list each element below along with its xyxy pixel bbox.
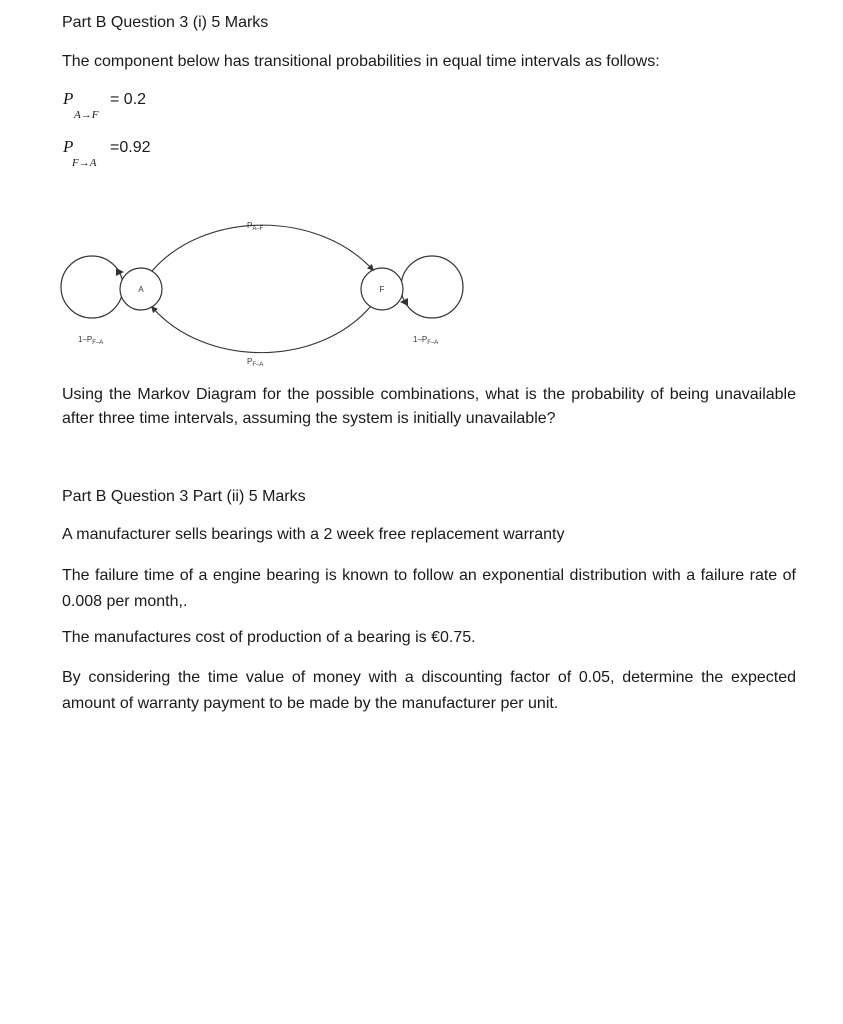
label-loop-f: $1-P_{F-A}$ [413, 335, 439, 346]
prob-fa-symbol: P [63, 137, 74, 156]
intro-text: The component below has transitional probabilities in equal time intervals as follows: [62, 53, 660, 70]
prob-af-subscript: A→F [74, 109, 99, 121]
label-loop-a: $1-P_{F-A}$ [78, 335, 104, 346]
self-loop-a [61, 256, 123, 318]
cost-text: The manufactures cost of production of a bearing is €0.75. [62, 629, 476, 646]
transition-f-to-a [152, 306, 371, 353]
failure-rate-text: The failure time of a engine bearing is known to follow an exponential distribution with a failure rate of 0.008 per month,. [62, 567, 796, 610]
state-a-label: A [138, 285, 144, 294]
question-heading-ii: Part B Question 3 Part (ii) 5 Marks [62, 488, 306, 505]
discount-question-text: By considering the time value of money with a discounting factor of 0.05, determine the expected amount of warranty payment to be made by the manufacturer per unit. [62, 669, 796, 712]
self-loop-f [401, 256, 463, 318]
warranty-text: A manufacturer sells bearings with a 2 week free replacement warranty [62, 526, 565, 543]
state-f-label: F [379, 285, 385, 294]
question-text-i: Using the Markov Diagram for the possible combinations, what is the probability of being unavailable after three time intervals, assuming the system is initially unavailable? [62, 386, 796, 427]
label-p-af: $P_{A-F}$ [247, 221, 264, 232]
label-p-fa: $P_{F-A}$ [247, 357, 264, 368]
prob-fa-subscript: F→A [72, 157, 97, 169]
transition-a-to-f [152, 225, 373, 271]
prob-af-value: = 0.2 [110, 91, 147, 108]
markov-diagram [0, 0, 843, 380]
prob-fa-value: =0.92 [110, 139, 151, 156]
question-heading-i: Part B Question 3 (i) 5 Marks [62, 14, 269, 31]
prob-af-symbol: P [63, 89, 74, 108]
